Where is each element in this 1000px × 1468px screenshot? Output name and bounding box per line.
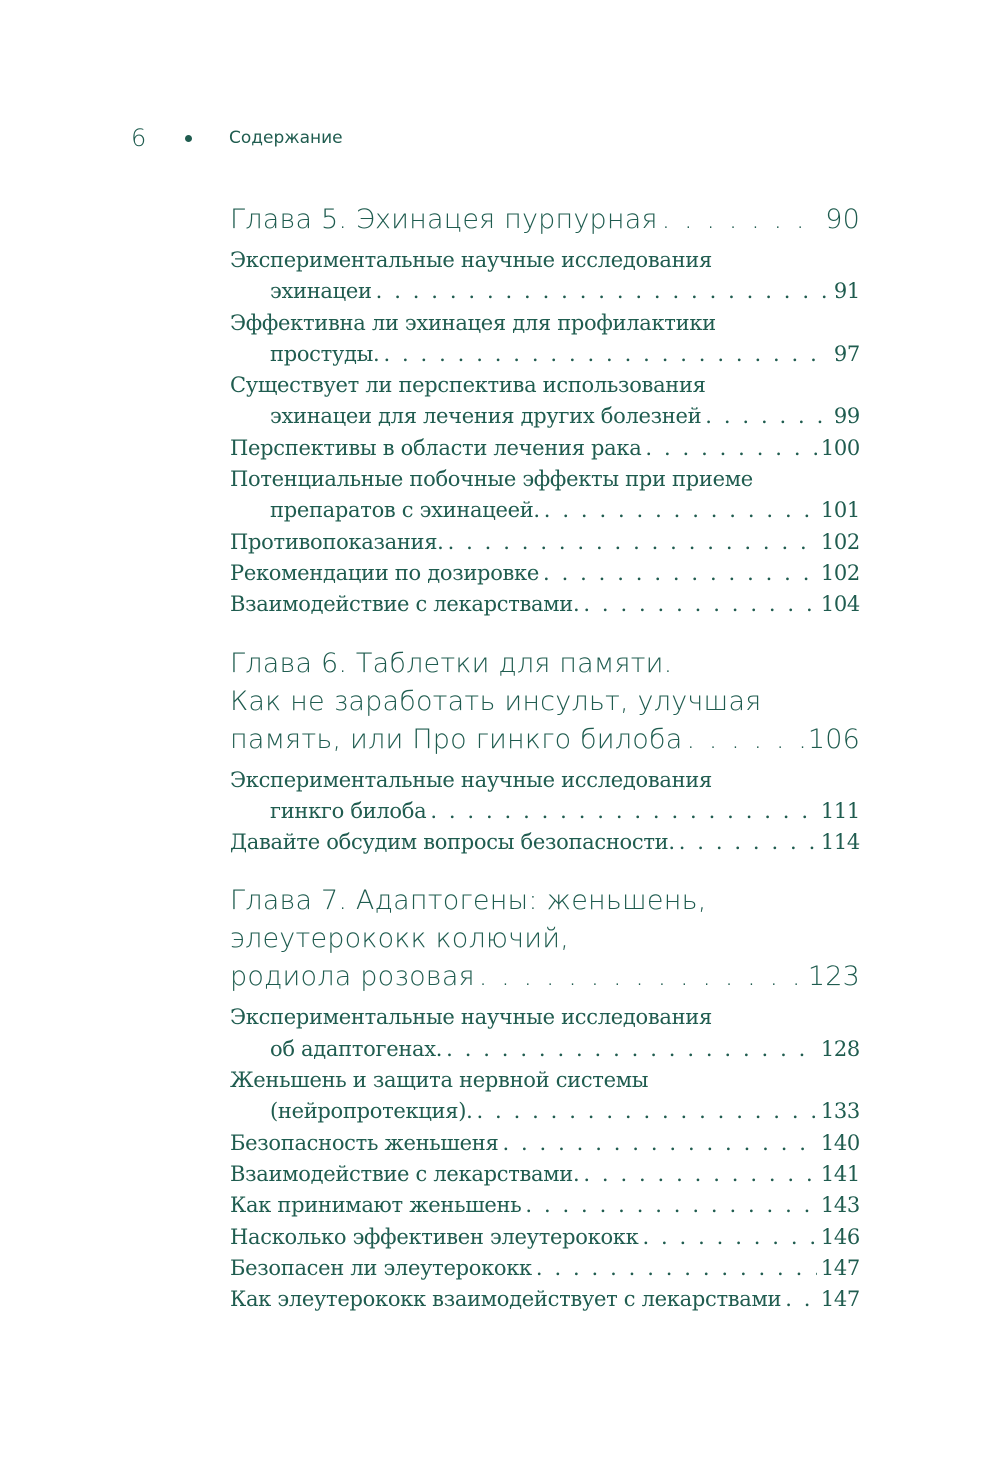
dot-leader [525,1190,816,1221]
running-header [131,124,343,152]
toc-chapter [230,882,860,1315]
dot-leader [430,796,816,827]
dot-leader [446,1034,817,1065]
toc-entry[interactable] [230,308,860,371]
chapter-title-line: память, или Про гинкго билоба [230,723,683,755]
dot-leader [448,527,817,558]
entry-page-number: 147 [820,1287,860,1312]
entry-page-number: 111 [820,798,860,823]
dot-leader [645,433,816,464]
dot-leader [785,1284,817,1315]
chapter-title-line: Глава 6. Таблетки для памяти. [230,647,673,679]
dot-leader [536,1253,817,1284]
entry-title-line: Перспективы в области лечения рака [230,435,642,460]
dot-leader [376,276,830,307]
dot-leader [543,558,817,589]
dot-leader [476,1096,816,1127]
toc-entry[interactable] [230,1159,860,1190]
entry-title-line: Женьшень и защита нервной системы [230,1068,649,1093]
toc-entry[interactable] [230,1190,860,1221]
entry-page-number: 97 [833,341,860,366]
entry-page-number: 140 [820,1130,860,1155]
dot-leader [583,589,816,620]
toc-entry[interactable] [230,1222,860,1253]
toc-entry[interactable] [230,245,860,308]
entry-title-line: Экспериментальные научные исследования [230,248,712,272]
entry-title-line: Как элеутерококк взаимодействует с лекарствами [230,1287,782,1312]
toc-entry[interactable] [230,464,860,527]
toc-entry[interactable] [230,370,860,433]
toc-chapter [230,645,860,859]
entry-title-line: простуды. [270,341,380,366]
entry-page-number: 146 [820,1224,860,1249]
entry-page-number: 133 [820,1099,860,1124]
entry-title-line: Экспериментальные научные исследования [230,767,712,792]
bullet-separator [185,135,192,142]
entry-page-number: 101 [820,498,860,523]
entry-title-line: Противопоказания. [230,529,444,554]
entry-page-number: 114 [820,830,860,855]
toc-entry[interactable] [230,827,860,858]
entry-title-line: Взаимодействие с лекарствами. [230,592,580,617]
chapter-page-number: 90 [825,204,860,235]
entry-title-line: Потенциальные побочные эффекты при приеме [230,467,753,492]
entry-title-line: эхинацеи для лечения других болезней [270,404,702,429]
entry-title-line: Рекомендации по дозировке [230,560,540,585]
dot-leader [383,339,829,370]
toc-entry[interactable] [230,433,860,464]
dot-leader [502,1128,816,1159]
toc-entry[interactable] [230,765,860,828]
dot-leader [705,401,830,432]
entry-title-line: гинкго билоба [270,798,427,823]
dot-leader [583,1159,816,1190]
entry-title-line: Как принимают женьшень [230,1193,522,1218]
page-number: 6 [131,124,147,152]
entry-page-number: 100 [820,435,860,460]
entry-page-number: 102 [820,560,860,585]
entry-title-line: Существует ли перспектива использования [230,373,706,398]
entry-title-line: Давайте обсудим вопросы безопасности. [230,830,675,855]
entry-page-number: 99 [833,404,860,429]
entry-title-line: эхинацеи [270,279,372,304]
running-title: Содержание [229,128,343,148]
entry-title-line: препаратов с эхинацеей. [270,498,540,523]
entry-title-line: Эффективна ли эхинацея для профилактики [230,310,716,335]
toc-entry[interactable] [230,527,860,558]
dot-leader [679,827,817,858]
entry-page-number: 141 [820,1161,860,1186]
entry-page-number: 128 [820,1036,860,1061]
dot-leader [686,721,803,759]
entry-page-number: 102 [820,529,860,554]
toc-chapter [230,201,860,621]
chapter-heading[interactable] [230,201,860,239]
entry-page-number: 91 [833,279,860,304]
chapter-title-line: элеутерококк колючий, [230,923,569,955]
chapter-title-line: родиола розовая [230,961,475,993]
chapter-title-line: Глава 5. Эхинацея пурпурная [230,204,658,235]
entry-title-line: Безопасен ли элеутерококк [230,1255,532,1280]
entry-title-line: (нейропротекция). [270,1099,473,1124]
chapter-title-line: Глава 7. Адаптогены: женьшень, [230,885,707,917]
toc-entry[interactable] [230,1002,860,1065]
toc-entry[interactable] [230,589,860,620]
entry-title-line: Насколько эффективен элеутерококк [230,1224,639,1249]
toc-entry[interactable] [230,1128,860,1159]
dot-leader [642,1222,816,1253]
toc-entry[interactable] [230,558,860,589]
entry-title-line: Безопасность женьшеня [230,1130,499,1155]
chapter-title-line: Как не заработать инсульт, улучшая [230,685,762,717]
toc-entry[interactable] [230,1065,860,1128]
chapter-heading[interactable] [230,645,860,759]
entry-title-line: об адаптогенах. [270,1036,443,1061]
entry-title-line: Экспериментальные научные исследования [230,1005,712,1030]
dot-leader [544,495,817,526]
entry-page-number: 143 [820,1193,860,1218]
toc-entry[interactable] [230,1284,860,1315]
table-of-contents [230,201,860,1315]
chapter-page-number: 123 [807,961,860,993]
entry-title-line: Взаимодействие с лекарствами. [230,1161,580,1186]
chapter-page-number: 106 [807,723,860,755]
entry-page-number: 147 [820,1255,860,1280]
entry-page-number: 104 [820,592,860,617]
dot-leader [662,201,822,239]
toc-entry[interactable] [230,1253,860,1284]
chapter-heading[interactable] [230,882,860,996]
dot-leader [479,958,804,996]
